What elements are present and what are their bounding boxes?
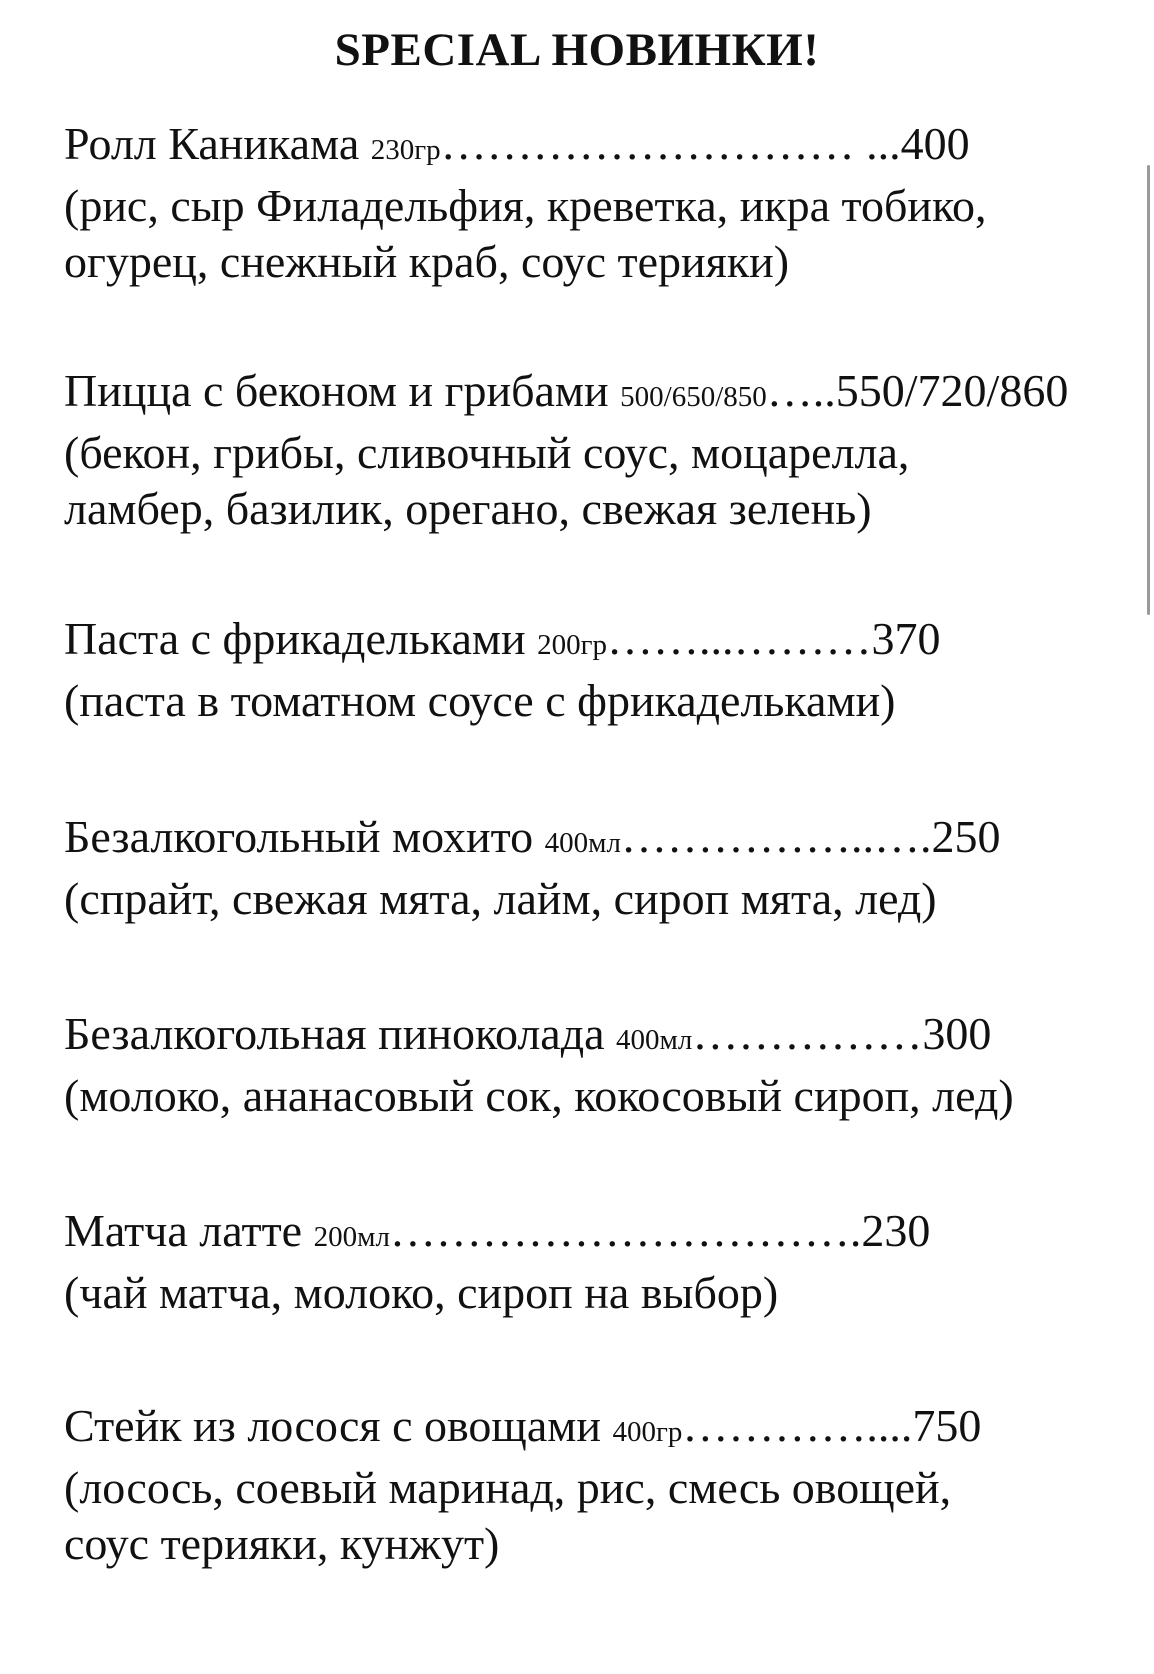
item-description-line: (молоко, ананасовый сок, кокосовый сироп, лед): [64, 1070, 1014, 1121]
item-price: ………………………….230: [389, 1205, 931, 1256]
item-description-line: (рис, сыр Филадельфия, креветка, икра тобико,: [64, 180, 987, 231]
item-price: …………....750: [682, 1400, 982, 1451]
item-weight: 230гр: [370, 134, 441, 166]
menu-item-mojito: [64, 809, 1000, 927]
item-header: [64, 1006, 1014, 1068]
menu-item-roll-kanikama: [64, 116, 987, 290]
item-header: [64, 1203, 930, 1265]
item-weight: 500/650/850: [620, 381, 767, 413]
item-header: [64, 611, 941, 673]
item-weight: 400гр: [612, 1416, 683, 1448]
item-name: Пицца с беконом и грибами: [64, 365, 609, 416]
item-name: Паста с фрикадельками: [64, 613, 526, 664]
item-description-line: (паста в томатном соусе с фрикадельками): [64, 675, 896, 726]
item-header: [64, 809, 1000, 871]
item-price: ……………300: [692, 1008, 992, 1059]
item-name: Безалкогольная пиноколада: [64, 1008, 605, 1059]
item-description-line: (бекон, грибы, сливочный соус, моцарелла,: [64, 427, 910, 478]
item-description-line: (лосось, соевый маринад, рис, смесь овощей,: [64, 1462, 952, 1513]
item-header: [64, 1398, 981, 1460]
menu-item-pasta-meatballs: [64, 611, 941, 729]
item-weight: 400мл: [544, 827, 621, 859]
item-price: ……...………370: [607, 613, 941, 664]
item-name: Безалкогольный мохито: [64, 811, 534, 862]
item-price: ……………………… ...400: [440, 118, 970, 169]
page-title: SPECIAL НОВИНКИ!: [334, 24, 820, 76]
item-weight: 200мл: [313, 1221, 390, 1253]
item-header: [64, 363, 1068, 425]
menu-item-pizza-bacon: [64, 363, 1068, 537]
item-description-line: соус терияки, кунжут): [64, 1518, 500, 1569]
item-description-line: ламбер, базилик, орегано, свежая зелень): [64, 483, 872, 534]
item-name: Стейк из лосося с овощами: [64, 1400, 601, 1451]
menu-item-salmon-steak: [64, 1398, 981, 1572]
item-price: …..550/720/860: [766, 365, 1069, 416]
menu-item-matcha-latte: [64, 1203, 930, 1321]
menu-item-pina-colada: [64, 1006, 1014, 1124]
item-price: ……………..….250: [620, 811, 1001, 862]
item-description-line: (спрайт, свежая мята, лайм, сироп мята, лед): [64, 873, 937, 924]
item-description-line: (чай матча, молоко, сироп на выбор): [64, 1267, 779, 1318]
item-weight: 400мл: [616, 1024, 693, 1056]
item-name: Матча латте: [64, 1205, 303, 1256]
item-name: Ролл Каникама: [64, 118, 360, 169]
item-weight: 200гр: [537, 629, 608, 661]
item-header: [64, 116, 987, 178]
item-description-line: огурец, снежный краб, соус терияки): [64, 236, 790, 287]
scrollbar[interactable]: [1147, 165, 1150, 615]
